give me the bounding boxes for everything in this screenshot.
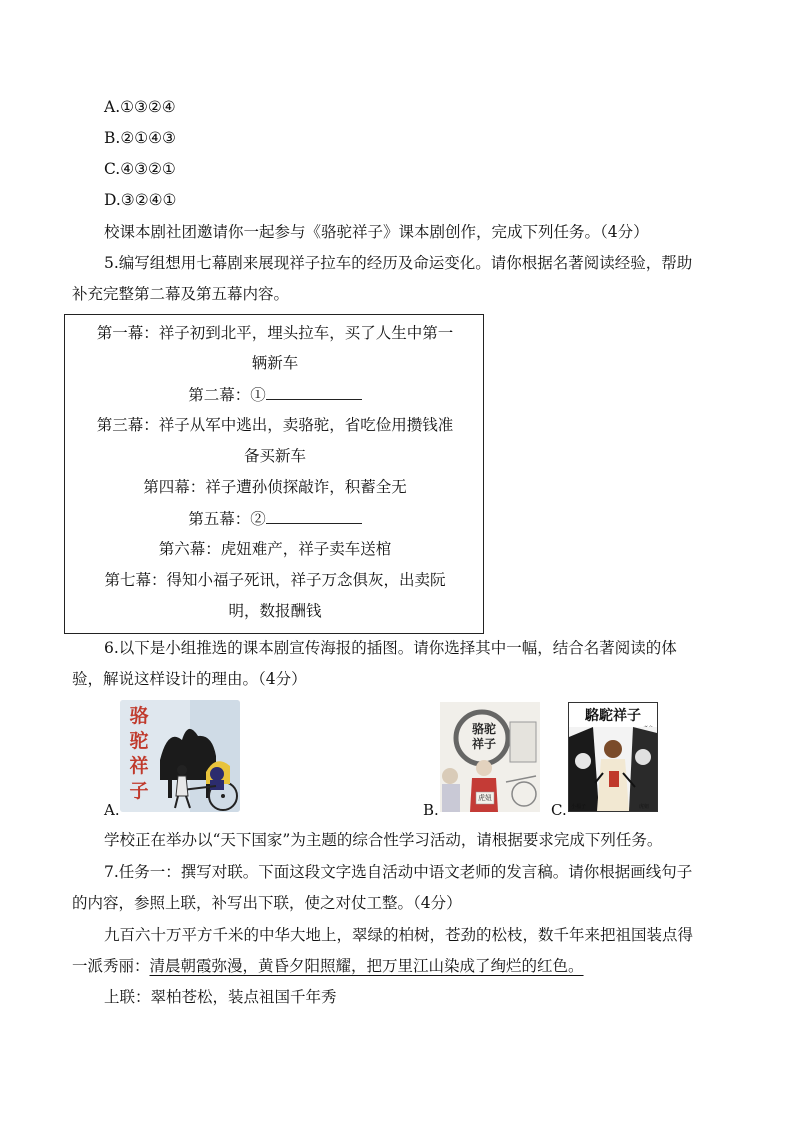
question-6-line2: 验，解说这样设计的理由。（4分） [72,670,307,688]
question-5-line2: 补充完整第二幕及第五幕内容。 [72,285,290,303]
option-a: A.①③②④ [104,98,176,116]
poster-b-image[interactable] [440,702,540,812]
passage-plain-text: 一派秀丽： [72,957,150,975]
act-5 [65,508,485,529]
poster-b-title [464,722,504,752]
act-3-line2: 备买新车 [243,447,306,465]
act-4: 第四幕：祥子遭孙侦探敲诈，积蓄全无 [143,478,407,496]
question-7-line2: 的内容，参照上联，补写出下联，使之对仗工整。（4分） [72,894,462,912]
poster-c-title: 駱駝祥子 [585,708,641,724]
passage-line2 [72,956,584,976]
act-2-blank[interactable] [266,384,362,400]
act-7-line2: 明，数报酬钱 [228,602,322,620]
poster-c-caption-right: 虎妞 [638,804,649,810]
act-5-blank[interactable] [266,508,362,524]
poster-a-char-4: 子 [129,780,149,802]
poster-b-title-line1: 骆驼 [471,722,496,736]
poster-a-char-3: 祥 [129,755,149,777]
act-5-label: 第五幕：② [188,510,266,528]
act-1-line2: 辆新车 [251,354,299,372]
question-5-line1: 5.编写组想用七幕剧来展现祥子拉车的经历及命运变化。请你根据名著阅读经验，帮助 [104,254,693,272]
acts-table [64,314,484,634]
act-3-line1: 第三幕：祥子从军中逃出，卖骆驼，省吃俭用攒钱准 [96,416,454,434]
section-intro-drama: 校课本剧社团邀请你一起参与《骆驼祥子》课本剧创作，完成下列任务。（4分） [104,223,649,241]
poster-a-title [126,704,152,804]
question-6-line1: 6.以下是小组推选的课本剧宣传海报的插图。请你选择其中一幅，结合名著阅读的体 [104,639,677,657]
poster-c-illustration [569,727,657,811]
poster-a-char-2: 驼 [129,730,149,752]
option-c: C.④③②① [104,160,176,178]
poster-c-label: C. [551,801,567,819]
act-7-line1: 第七幕：得知小福子死讯，祥子万念俱灰，出卖阮 [104,571,446,589]
section-intro-activity: 学校正在举办以“天下国家”为主题的综合性学习活动，请根据要求完成下列任务。 [104,831,663,849]
poster-c-caption-left: 小福子 [571,804,587,810]
act-1-line1: 第一幕：祥子初到北平，埋头拉车，买了人生中第一 [96,324,454,342]
poster-a-char-1: 骆 [129,705,149,727]
act-2-label: 第二幕：① [188,386,266,404]
option-d: D.③②④① [104,191,177,209]
poster-a-image[interactable] [120,700,240,812]
act-2 [65,384,485,405]
question-7-line1: 7.任务一：撰写对联。下面这段文字选自活动中语文老师的发言稿。请你根据画线句子 [104,863,693,881]
passage-line1: 九百六十万平方千米的中华大地上，翠绿的柏树，苍劲的松枝，数千年来把祖国装点得 [104,926,694,944]
option-b: B.②①④③ [104,129,176,147]
poster-a-label: A. [104,801,120,819]
act-6: 第六幕：虎妞难产，祥子卖车送棺 [158,540,392,558]
poster-b-tag: 虎妞 [478,794,492,802]
couplet-upper: 上联：翠柏苍松，装点祖国千年秀 [104,988,337,1006]
poster-b-title-line2: 祥子 [471,737,496,751]
passage-underlined-sentence: 清晨朝霞弥漫，黄昏夕阳照耀，把万里江山染成了绚烂的红色。 [149,957,584,975]
poster-b-label: B. [423,801,439,819]
poster-c-image[interactable] [568,702,658,812]
